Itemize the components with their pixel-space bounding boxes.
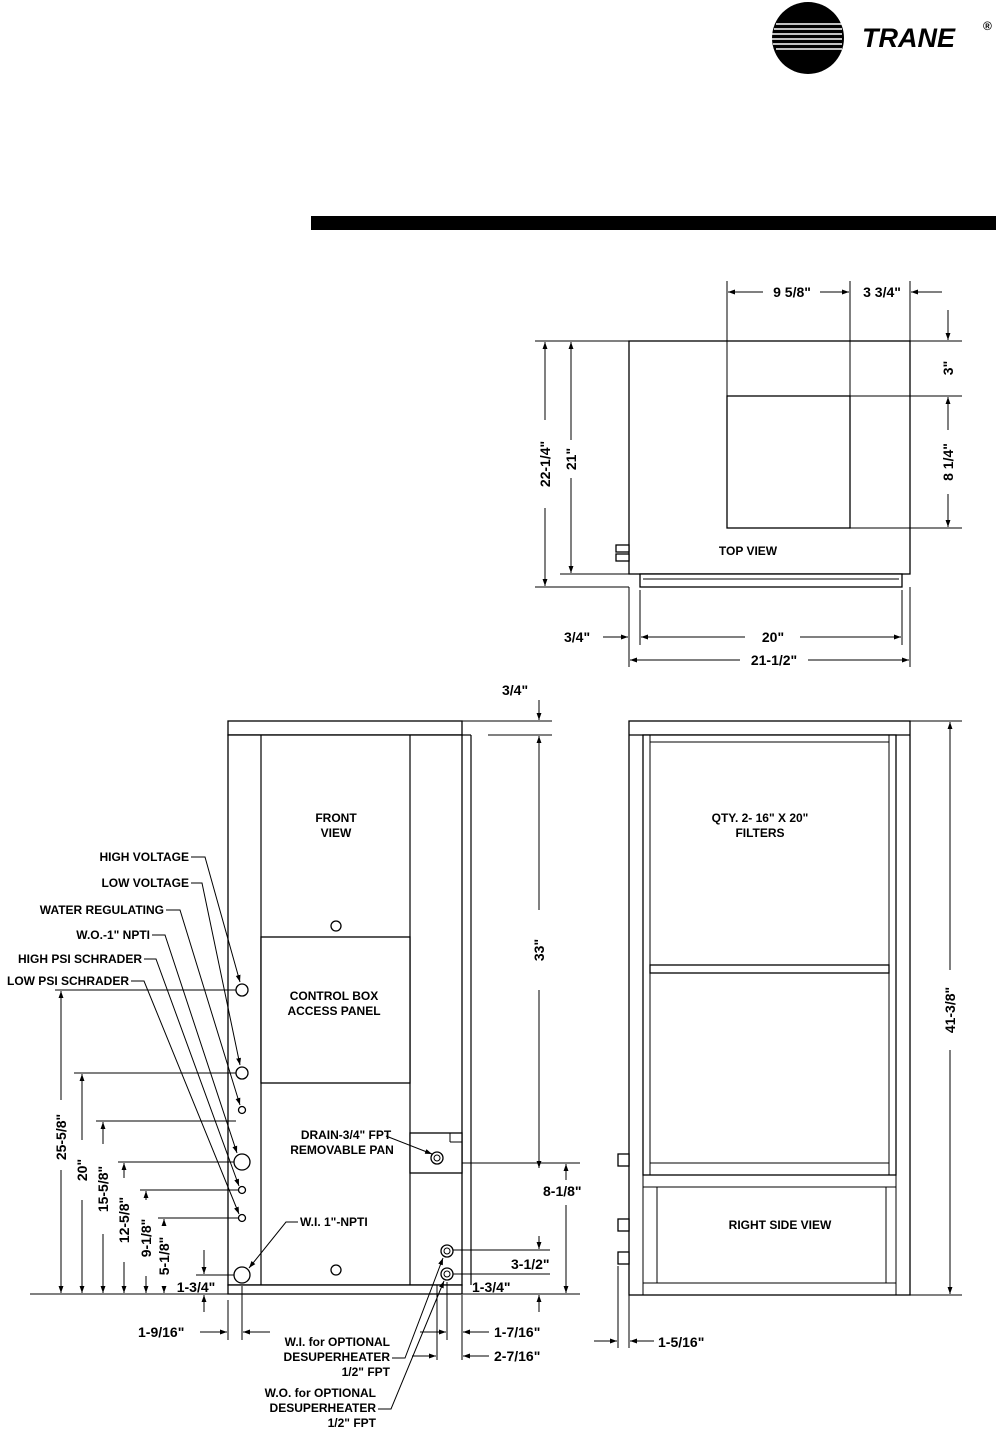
side-view-filter-frame bbox=[643, 735, 896, 1175]
filters-label-1: QTY. 2- 16" X 20" bbox=[711, 811, 809, 825]
dim-top-3: 3" bbox=[940, 360, 956, 376]
control-box-label-2: ACCESS PANEL bbox=[287, 1004, 381, 1018]
callout-low-voltage: LOW VOLTAGE bbox=[101, 876, 189, 890]
dim-front-1-9-16: 1-9/16" bbox=[138, 1324, 185, 1340]
side-view-fittings bbox=[618, 1154, 629, 1264]
water-in-connection bbox=[234, 1267, 250, 1283]
logo-disc bbox=[772, 2, 844, 74]
desuper-wo-line1: W.O. for OPTIONAL bbox=[264, 1386, 376, 1400]
dim-front-8-1-8: 8-1/8" bbox=[543, 1183, 582, 1199]
desuper-wi-line3: 1/2" FPT bbox=[341, 1365, 390, 1379]
drain-label-1: DRAIN-3/4" FPT bbox=[300, 1128, 392, 1142]
high-voltage-knockout bbox=[236, 984, 248, 996]
front-view-top-cap bbox=[228, 721, 462, 735]
dim-top-9-5-8: 9 5/8" bbox=[773, 284, 811, 300]
dim-front-3-1-2: 3-1/2" bbox=[511, 1256, 550, 1272]
side-view-title: RIGHT SIDE VIEW bbox=[728, 1218, 832, 1232]
front-view-title-1: FRONT bbox=[315, 811, 357, 825]
high-psi-schrader bbox=[239, 1187, 246, 1194]
front-knockout-top bbox=[331, 921, 341, 931]
top-view-pan bbox=[640, 574, 902, 587]
desuper-wo-line3: 1/2" FPT bbox=[327, 1416, 376, 1430]
header-rule bbox=[311, 216, 996, 230]
dim-side-41-3-8: 41-3/8" bbox=[942, 986, 958, 1034]
top-view-title: TOP VIEW bbox=[718, 544, 778, 558]
filter-divider bbox=[650, 965, 889, 973]
top-view-fittings bbox=[616, 545, 629, 561]
registered-mark: ® bbox=[983, 19, 992, 33]
dim-front-5-1-8: 5-1/8" bbox=[156, 1236, 172, 1276]
desuperheater-wi-fitting bbox=[441, 1245, 453, 1257]
desuperheater-wo-fitting bbox=[441, 1268, 453, 1280]
dim-top-3-4: 3/4" bbox=[564, 629, 591, 645]
logo-wordmark: TRANE bbox=[862, 23, 955, 53]
dim-front-9-1-8: 9-1/8" bbox=[138, 1218, 154, 1258]
dim-front-3-4: 3/4" bbox=[502, 682, 529, 698]
water-out-connection bbox=[234, 1154, 250, 1170]
dim-front-15-5-8: 15-5/8" bbox=[95, 1165, 111, 1213]
dim-top-21: 21" bbox=[563, 447, 579, 471]
top-view bbox=[535, 281, 962, 668]
callout-high-psi: HIGH PSI SCHRADER bbox=[17, 952, 142, 966]
dim-front-1-7-16: 1-7/16" bbox=[494, 1324, 541, 1340]
dim-front-20: 20" bbox=[74, 1158, 90, 1182]
dim-top-21-1-2: 21-1/2" bbox=[750, 652, 798, 668]
dim-side-1-5-16: 1-5/16" bbox=[658, 1334, 705, 1350]
top-view-opening bbox=[727, 396, 850, 528]
dim-front-12-5-8: 12-5/8" bbox=[116, 1196, 132, 1244]
dim-front-1-3-4-left: 1-3/4" bbox=[176, 1279, 216, 1295]
callout-wi-npti: W.I. 1"-NPTI bbox=[300, 1215, 368, 1229]
callout-high-voltage: HIGH VOLTAGE bbox=[99, 850, 189, 864]
water-regulating-port bbox=[239, 1107, 246, 1114]
control-box-label-1: CONTROL BOX bbox=[289, 989, 379, 1003]
front-view-title-2: VIEW bbox=[320, 826, 352, 840]
dim-top-3-3-4: 3 3/4" bbox=[863, 284, 901, 300]
callout-water-regulating: WATER REGULATING bbox=[39, 903, 164, 917]
callout-wo-npti: W.O.-1" NPTI bbox=[76, 928, 150, 942]
dim-top-22-1-4: 22-1/4" bbox=[537, 440, 553, 488]
dim-front-1-3-4-right: 1-3/4" bbox=[472, 1279, 511, 1295]
trane-logo bbox=[772, 2, 992, 74]
drain-label-2: REMOVABLE PAN bbox=[290, 1143, 394, 1157]
front-knockout-bottom bbox=[331, 1265, 341, 1275]
dim-top-20: 20" bbox=[761, 629, 785, 645]
desuper-wi-line1: W.I. for OPTIONAL bbox=[284, 1335, 390, 1349]
dim-front-2-7-16: 2-7/16" bbox=[494, 1348, 541, 1364]
callout-low-psi: LOW PSI SCHRADER bbox=[6, 974, 129, 988]
drain-connection bbox=[431, 1152, 443, 1164]
dim-front-33: 33" bbox=[531, 938, 547, 962]
front-view bbox=[7, 682, 582, 1430]
right-side-view bbox=[594, 721, 962, 1350]
low-voltage-knockout bbox=[236, 1067, 248, 1079]
desuper-wi-line2: DESUPERHEATER bbox=[283, 1350, 390, 1364]
dim-front-25-5-8: 25-5/8" bbox=[53, 1113, 69, 1161]
dim-top-8-1-4: 8 1/4" bbox=[940, 443, 956, 481]
filters-label-2: FILTERS bbox=[735, 826, 785, 840]
low-psi-schrader bbox=[239, 1215, 246, 1222]
front-view-base bbox=[228, 1285, 462, 1294]
desuper-wo-line2: DESUPERHEATER bbox=[269, 1401, 376, 1415]
